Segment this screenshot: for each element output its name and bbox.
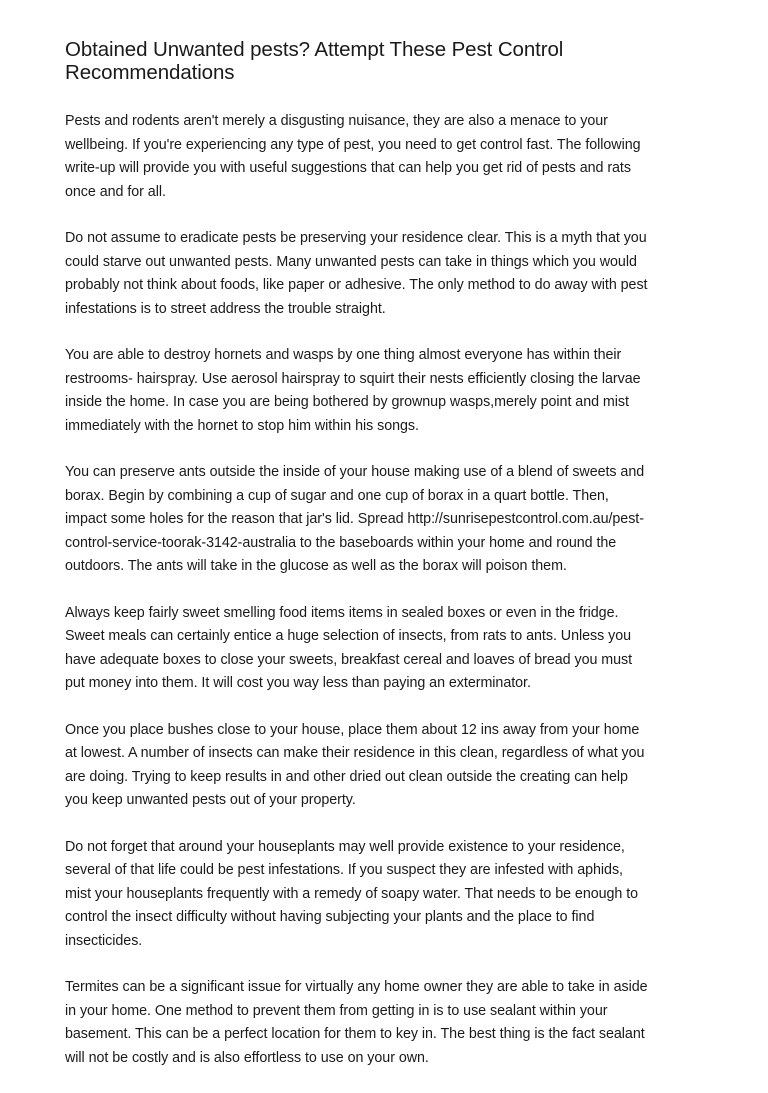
text-line: borax. Begin by combining a cup of sugar and one cup of borax in a quart bottle. Then,: [65, 487, 609, 504]
text-line: Sweet meals can certainly entice a huge selection of insects, from rats to ants. Unless you: [65, 628, 632, 644]
text-line: inside the home. In case you are being bothered by grownup wasps,merely point and mist: [65, 394, 629, 410]
text-line: in your home. One method to prevent them from getting in is to use sealant within your: [65, 1002, 608, 1019]
text-line: at lowest. A number of insects can make their residence in this clean, regardless of what you: [65, 745, 645, 761]
text-line: Always keep fairly sweet smelling food items items in sealed boxes or even in the fridge.: [65, 604, 619, 621]
text-line: impact some holes for the reason that jar's lid. Spread http://sunrisepestcontrol.com.au/pest-: [65, 511, 644, 527]
text-line: put money into them. It will cost you way less than paying an exterminator.: [65, 675, 531, 691]
paragraph-myth: [65, 227, 710, 321]
paragraph-food: [65, 602, 710, 696]
paragraph-hornets: [65, 344, 710, 438]
text-line: control the insect difficulty without having subjecting your plants and the place to find: [65, 909, 595, 925]
text-line: outdoors. The ants will take in the glucose as well as the borax will poison them.: [65, 558, 567, 574]
text-line: will not be costly and is also effortless to use on your own.: [65, 1049, 429, 1066]
text-line: have adequate boxes to close your sweets, breakfast cereal and loaves of bread you must: [65, 651, 633, 668]
text-line: write-up will provide you with useful suggestions that can help you get rid of pests and rats: [65, 160, 631, 176]
paragraph-houseplants: [65, 836, 710, 954]
text-line: Once you place bushes close to your house, place them about 12 ins away from your home: [65, 721, 640, 738]
text-line: Pests and rodents aren't merely a disgusting nuisance, they are also a menace to your: [65, 113, 608, 129]
text-line: infestations is to street address the trouble straight.: [65, 300, 386, 317]
text-line: mist your houseplants frequently with a remedy of soapy water. That needs to be enough to: [65, 885, 639, 902]
text-line: once and for all.: [65, 183, 166, 200]
title-line: Obtained Unwanted pests? Attempt These Pest Control: [65, 38, 564, 61]
text-line: Termites can be a significant issue for virtually any home owner they are able to take in aside: [65, 979, 648, 995]
text-line: control-service-toorak-3142-australia to the baseboards within your home and round the: [65, 534, 617, 551]
paragraph-ants: [65, 461, 710, 579]
text-line: immediately with the hornet to stop him within his songs.: [65, 417, 419, 434]
paragraph-intro: [65, 110, 710, 204]
text-line: could starve out unwanted pests. Many unwanted pests can take in things which you would: [65, 253, 637, 270]
text-line: probably not think about foods, like paper or adhesive. The only method to do away with pest: [65, 277, 648, 293]
document-page: [65, 38, 710, 1093]
text-line: you keep unwanted pests out of your property.: [65, 792, 356, 808]
text-line: wellbeing. If you're experiencing any type of pest, you need to get control fast. The following: [65, 136, 641, 153]
text-line: several of that life could be pest infestations. If you suspect they are infested with aphids,: [65, 862, 623, 878]
text-line: Do not forget that around your houseplants may well provide existence to your residence,: [65, 838, 625, 855]
text-line: are doing. Trying to keep results in and other dried out clean outside the creating can help: [65, 768, 628, 785]
text-line: basement. This can be a perfect location for them to key in. The best thing is the fact sealant: [65, 1026, 645, 1042]
paragraph-termites: [65, 976, 710, 1070]
text-line: restrooms- hairspray. Use aerosol hairspray to squirt their nests efficiently closing the larvae: [65, 370, 641, 387]
page-title: [65, 38, 710, 84]
text-line: You are able to destroy hornets and wasps by one thing almost everyone has within their: [65, 347, 622, 363]
text-line: insecticides.: [65, 932, 143, 949]
text-line: Do not assume to eradicate pests be preserving your residence clear. This is a myth that you: [65, 230, 647, 246]
text-line: You can preserve ants outside the inside of your house making use of a blend of sweets and: [65, 464, 645, 480]
paragraph-bushes: [65, 719, 710, 813]
title-line: Recommendations: [65, 61, 235, 84]
